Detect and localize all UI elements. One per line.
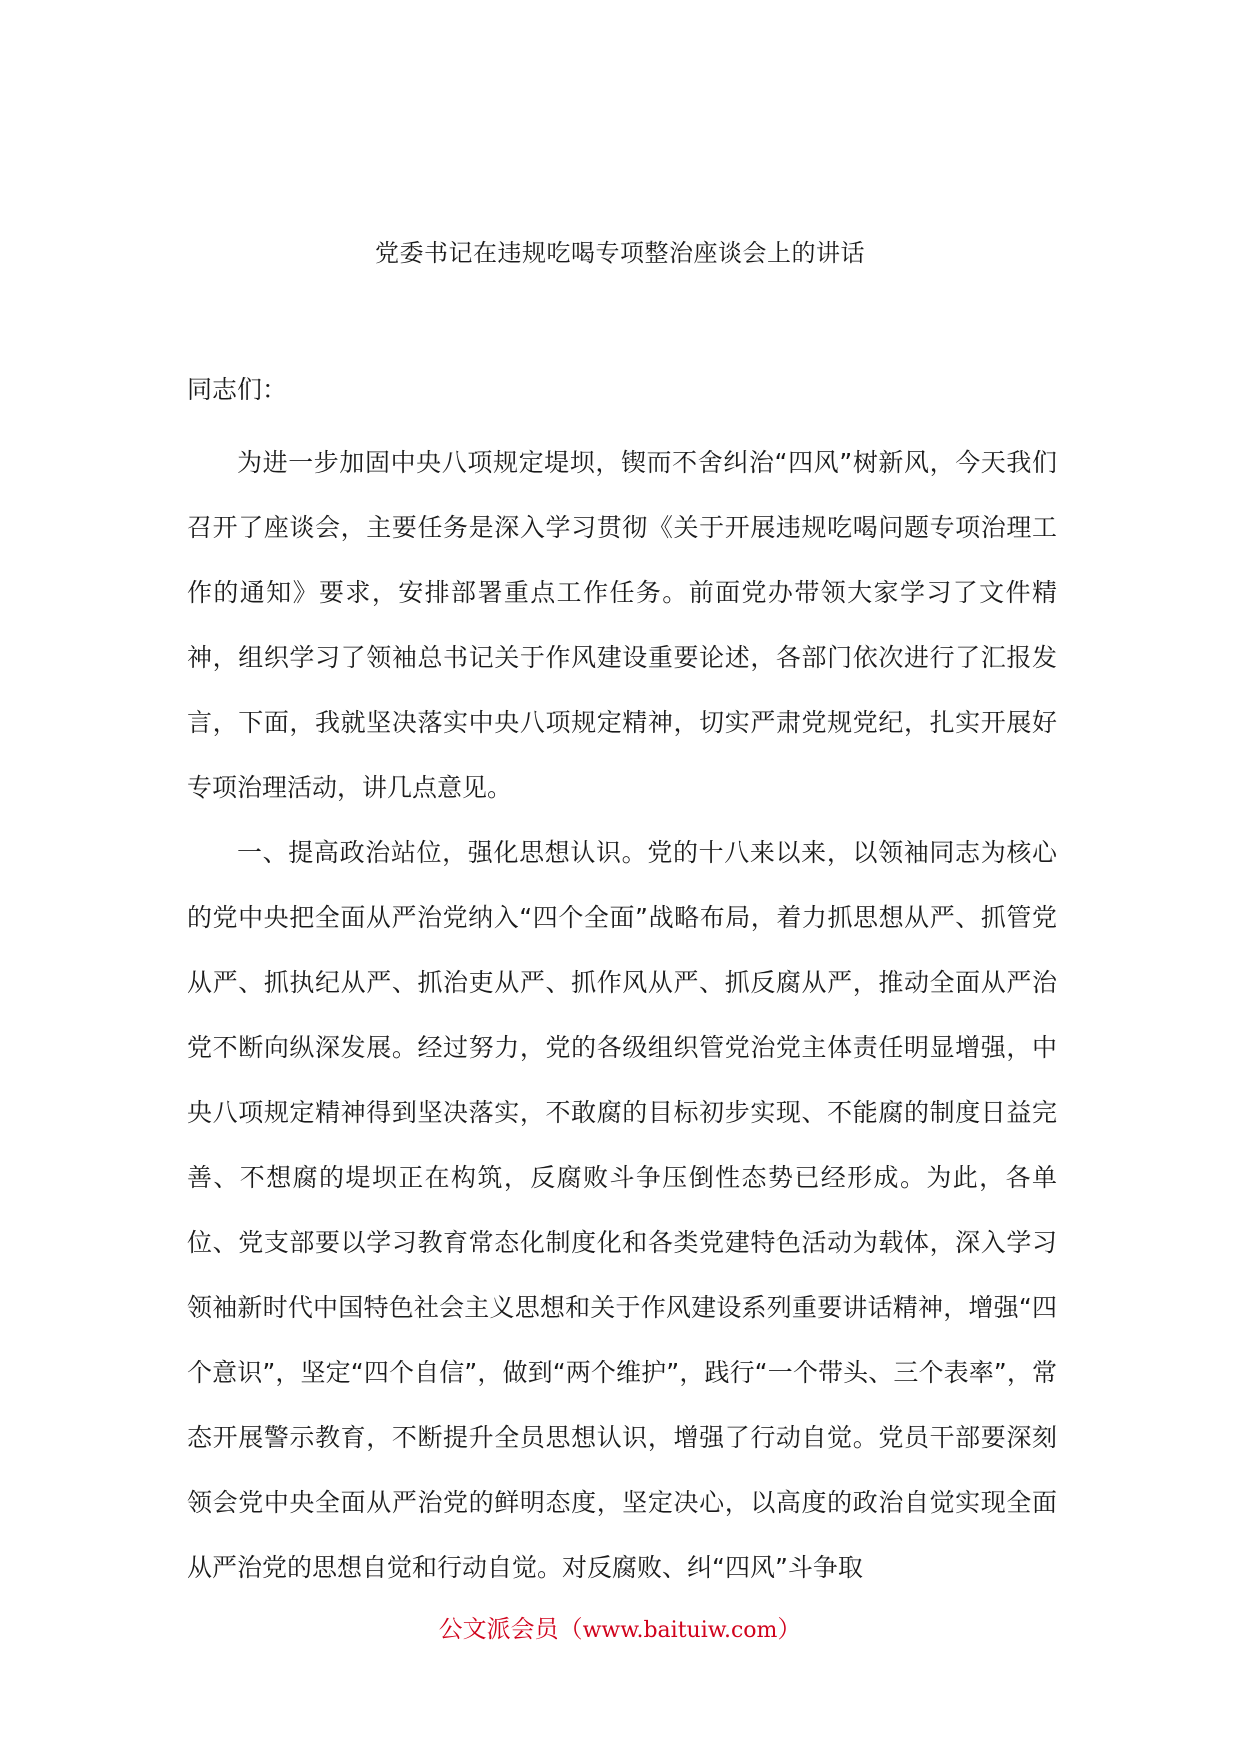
- footer-url[interactable]: www.baituiw.com: [582, 1618, 778, 1643]
- footer-brand: 公文派会员（: [438, 1615, 583, 1643]
- footer-close: ）: [777, 1615, 802, 1643]
- document-body: [187, 430, 1057, 1600]
- salutation: 同志们：: [187, 375, 288, 404]
- paragraph-section-1: 一、提高政治站位，强化思想认识。党的十八来以来，以领袖同志为核心的党中央把全面从严治党纳入“四个全面”战略布局，着力抓思想从严、抓管党从严、抓执纪从严、抓治吏从严、抓作风从严、抓反腐从严，推动全面从严治党不断向纵深发展。经过努力，党的各级组织管党治党主体责任明显增强，中央八项规定精神得到坚决落实，不敢腐的目标初步实现、不能腐的制度日益完善、不想腐的堤坝正在构筑，反腐败斗争压倒性态势已经形成。为此，各单位、党支部要以学习教育常态化制度化和各类党建特色活动为载体，深入学习领袖新时代中国特色社会主义思想和关于作风建设系列重要讲话精神，增强“四个意识”，坚定“四个自信”，做到“两个维护”，践行“一个带头、三个表率”，常态开展警示教育，不断提升全员思想认识，增强了行动自觉。党员干部要深刻领会党中央全面从严治党的鲜明态度，坚定决心，以高度的政治自觉实现全面从严治党的思想自觉和行动自觉。对反腐败、纠“四风”斗争取: [187, 838, 1057, 1582]
- paragraph-intro: 为进一步加固中央八项规定堤坝，锲而不舍纠治“四风”树新风，今天我们召开了座谈会，主要任务是深入学习贯彻《关于开展违规吃喝问题专项治理工作的通知》要求，安排部署重点工作任务。前面党办带领大家学习了文件精神，组织学习了领袖总书记关于作风建设重要论述，各部门依次进行了汇报发言，下面，我就坚决落实中央八项规定精神，切实严肃党规党纪，扎实开展好专项治理活动，讲几点意见。: [187, 448, 1057, 802]
- document-title: 党委书记在违规吃喝专项整治座谈会上的讲话: [375, 239, 865, 267]
- footer-watermark: [0, 1612, 1240, 1648]
